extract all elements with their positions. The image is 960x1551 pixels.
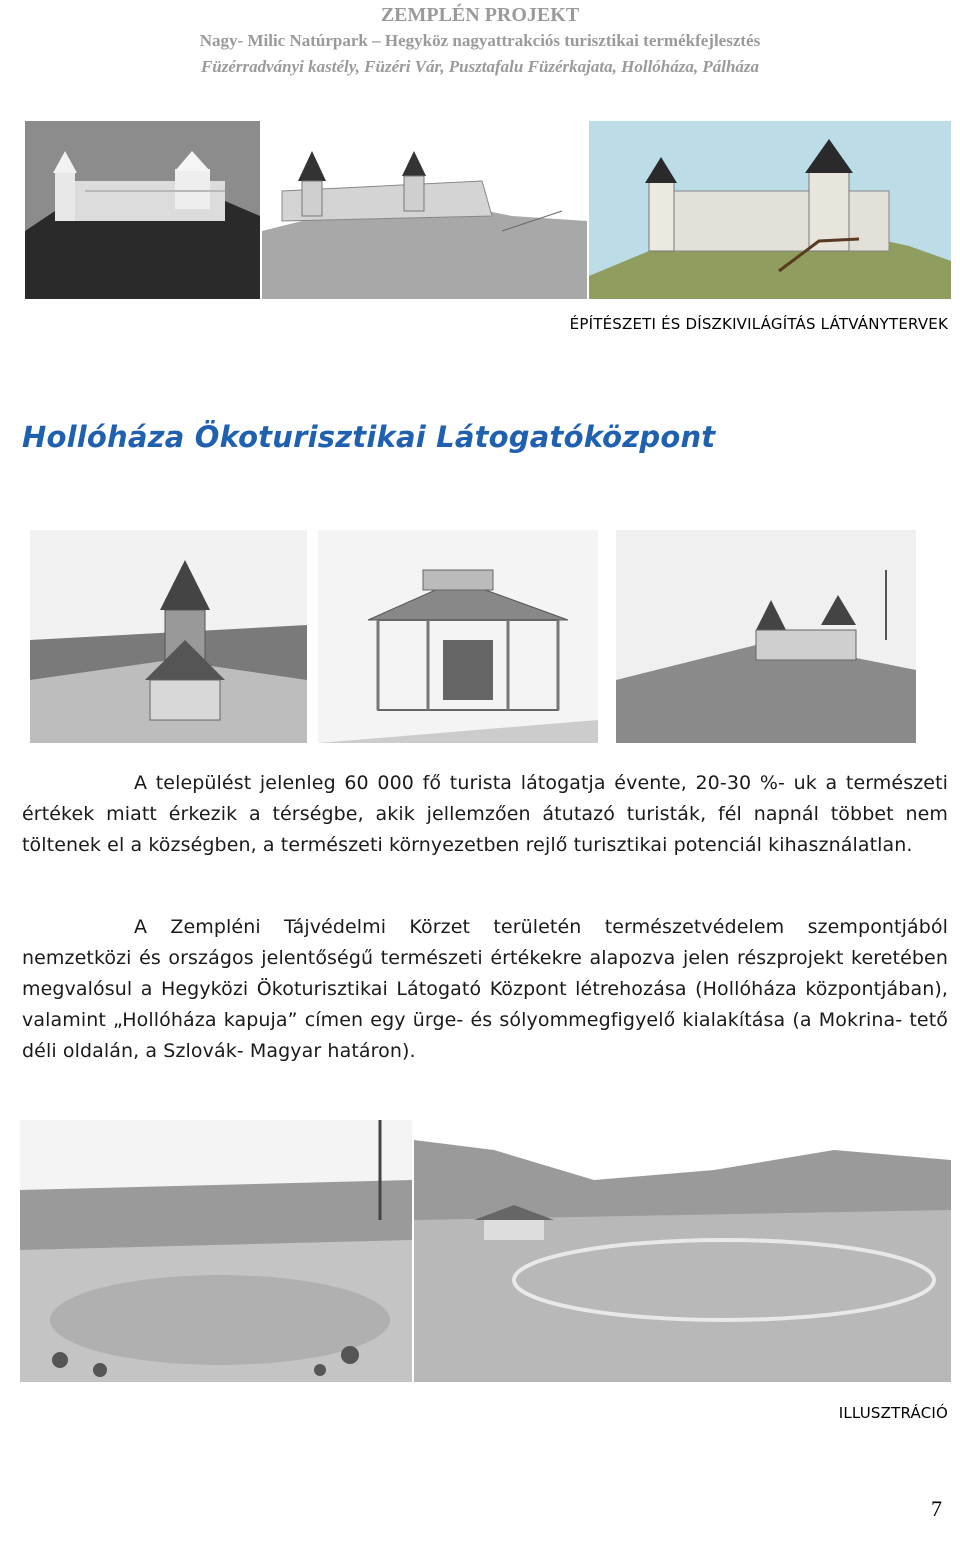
- landscape-photo: [414, 1120, 951, 1382]
- castle-gray-render: [262, 121, 587, 299]
- running-header: [0, 0, 960, 80]
- paragraph-project: [22, 912, 948, 1067]
- castle-night-render: [25, 121, 260, 299]
- gazebo-render: [318, 530, 598, 743]
- pond-photo: [20, 1120, 412, 1382]
- page-number: 7: [931, 1496, 942, 1521]
- header-locations: Füzérradványi kastély, Füzéri Vár, Pusztafalu Füzérkajata, Hollóháza, Pálháza: [200, 57, 760, 76]
- paragraph-visitors: [22, 768, 948, 861]
- header-project-name: ZEMPLÉN PROJEKT: [380, 4, 580, 26]
- castle-caption: ÉPÍTÉSZETI ÉS DÍSZKIVILÁGÍTÁS LÁTVÁNYTERVEK: [569, 315, 948, 333]
- hilltop-pavilions-render: [616, 530, 916, 743]
- paragraph1-text: A települést jelenleg 60 000 fő turista látogatja évente, 20-30 %- uk a természeti értékek miatt érkezik a térségbe, akik jellemzően átutazó turisták, fél napnál többet nem töltenek el a községben, a természeti környezetben rejlő turisztikai potenciál kihasználatlan.: [22, 772, 948, 856]
- illustration-caption: ILLUSZTRÁCIÓ: [838, 1404, 948, 1422]
- section-title: Hollóháza Ökoturisztikai Látogatóközpont: [22, 420, 716, 454]
- paragraph2-text: A Zempléni Tájvédelmi Körzet területén természetvédelem szempontjából nemzetközi és országos jelentőségű természeti értékekre alapozva jelen részprojekt keretében megvalósul a Hegyközi Ökoturisztikai Látogató Központ létrehozása (Hollóháza központjában), valamint „Hollóháza kapuja” címen egy ürge- és sólyommegfigyelő kialakítása (a Mokrina- tető déli oldalán, a Szlovák- Magyar határon).: [22, 916, 948, 1062]
- header-subtitle: Nagy- Milic Natúrpark – Hegyköz nagyattrakciós turisztikai termékfejlesztés: [199, 31, 761, 50]
- castle-day-render: [589, 121, 951, 299]
- tower-render: [30, 530, 307, 743]
